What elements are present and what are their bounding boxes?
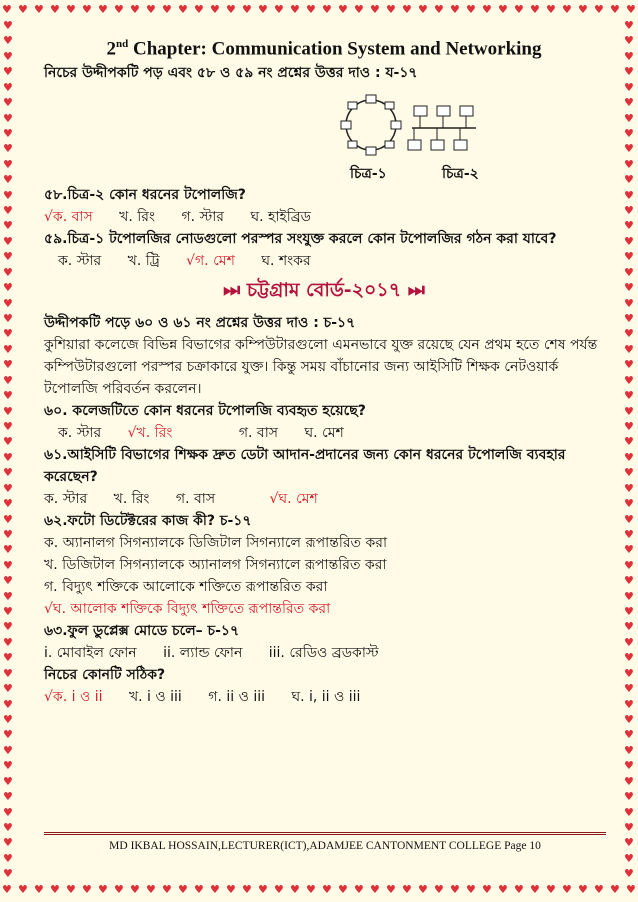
heart-icon: ♥ <box>3 19 13 32</box>
heart-icon: ♥ <box>178 3 188 16</box>
heart-icon: ♥ <box>114 3 124 16</box>
bus-topology-diagram <box>404 102 484 154</box>
heart-icon: ♥ <box>3 651 13 665</box>
heart-icon: ♥ <box>450 883 460 896</box>
heart-icon: ♥ <box>624 265 634 279</box>
heart-icon: ♥ <box>3 373 13 387</box>
heart-icon: ♥ <box>162 3 172 16</box>
heart-icon: ♥ <box>624 851 634 865</box>
q63-item-i: i. মোবাইল ফোন <box>44 645 137 662</box>
heart-icon: ♥ <box>3 851 13 865</box>
heart-icon: ♥ <box>418 883 428 896</box>
heart-icon: ♥ <box>146 883 156 896</box>
heart-icon: ♥ <box>624 327 634 341</box>
heart-icon: ♥ <box>3 404 13 418</box>
heart-icon: ♥ <box>290 883 300 896</box>
q60-options <box>44 422 604 444</box>
q60-option-b: √খ. রিং <box>127 425 173 442</box>
heart-icon: ♥ <box>624 157 634 171</box>
heart-icon: ♥ <box>624 666 634 680</box>
ring-topology-diagram <box>336 90 406 160</box>
heart-icon: ♥ <box>3 543 13 557</box>
heart-icon: ♥ <box>624 419 634 433</box>
heart-icon: ♥ <box>3 728 13 742</box>
q63-option-c: গ. ii ও iii <box>208 689 265 706</box>
heart-icon: ♥ <box>546 883 556 896</box>
heart-icon: ♥ <box>3 327 13 341</box>
heart-icon: ♥ <box>578 3 588 16</box>
heart-icon: ♥ <box>624 682 634 696</box>
heart-icon: ♥ <box>306 883 316 896</box>
heart-icon: ♥ <box>3 790 13 804</box>
heart-icon: ♥ <box>3 173 13 187</box>
heart-icon: ♥ <box>624 342 634 356</box>
heart-icon: ♥ <box>146 3 156 16</box>
heart-border-bottom <box>2 884 636 895</box>
heart-icon: ♥ <box>624 358 634 372</box>
heart-icon: ♥ <box>624 296 634 310</box>
heart-icon: ♥ <box>3 805 13 819</box>
heart-icon: ♥ <box>624 312 634 326</box>
heart-icon: ♥ <box>3 296 13 310</box>
heart-icon: ♥ <box>434 883 444 896</box>
heart-icon: ♥ <box>402 3 412 16</box>
q58-options <box>44 206 604 228</box>
heart-icon: ♥ <box>624 250 634 264</box>
heart-icon: ♥ <box>3 342 13 356</box>
heart-icon: ♥ <box>624 65 634 79</box>
heart-icon: ♥ <box>3 204 13 218</box>
heart-icon: ♥ <box>210 3 220 16</box>
heart-icon: ♥ <box>3 80 13 94</box>
heart-icon: ♥ <box>3 666 13 680</box>
heart-icon: ♥ <box>50 883 60 896</box>
heart-icon: ♥ <box>3 65 13 79</box>
heart-icon: ♥ <box>18 883 28 896</box>
heart-icon: ♥ <box>130 3 140 16</box>
heart-icon: ♥ <box>34 3 44 16</box>
q63-items <box>44 642 604 664</box>
heart-icon: ♥ <box>3 558 13 572</box>
heart-icon: ♥ <box>624 743 634 757</box>
heart-icon: ♥ <box>624 389 634 403</box>
heart-icon: ♥ <box>624 19 634 32</box>
heart-icon: ♥ <box>498 883 508 896</box>
heart-icon: ♥ <box>3 635 13 649</box>
heart-icon: ♥ <box>624 219 634 233</box>
heart-icon: ♥ <box>194 883 204 896</box>
q61-option-b: খ. রিং <box>113 491 150 508</box>
heart-icon: ♥ <box>434 3 444 16</box>
heart-border-right <box>624 20 634 880</box>
heart-icon: ♥ <box>34 883 44 896</box>
heart-icon: ♥ <box>2 883 12 896</box>
heart-icon: ♥ <box>562 3 572 16</box>
heart-icon: ♥ <box>3 712 13 726</box>
heart-icon: ♥ <box>274 3 284 16</box>
heart-border-left <box>3 20 13 880</box>
heart-icon: ♥ <box>624 574 634 588</box>
heart-icon: ♥ <box>3 419 13 433</box>
heart-icon: ♥ <box>18 3 28 16</box>
heart-icon: ♥ <box>3 743 13 757</box>
heart-icon: ♥ <box>354 883 364 896</box>
heart-icon: ♥ <box>3 126 13 140</box>
heart-icon: ♥ <box>3 358 13 372</box>
heart-icon: ♥ <box>624 497 634 511</box>
heart-icon: ♥ <box>626 883 636 896</box>
heart-icon: ♥ <box>3 774 13 788</box>
heart-icon: ♥ <box>3 49 13 63</box>
passage-intro: উদ্দীপকটি পড়ে ৬০ ও ৬১ নং প্রশ্নের উত্তর দাও : চ-১৭ <box>44 315 356 332</box>
heart-icon: ♥ <box>3 219 13 233</box>
q62-option-b: খ. ডিজিটাল সিগন্যালকে অ্যানালগ সিগন্যালে রূপান্তরিত করা <box>44 557 387 574</box>
page-title <box>44 38 604 60</box>
heart-icon: ♥ <box>3 265 13 279</box>
heart-icon: ♥ <box>130 883 140 896</box>
heart-icon: ♥ <box>274 883 284 896</box>
heart-icon: ♥ <box>624 234 634 248</box>
q62-option-a: ক. অ্যানালগ সিগন্যালকে ডিজিটাল সিগন্যালে রূপান্তরিত করা <box>44 535 388 552</box>
heart-icon: ♥ <box>3 836 13 850</box>
heart-icon: ♥ <box>258 883 268 896</box>
heart-icon: ♥ <box>98 883 108 896</box>
q59-option-a: ক. স্টার <box>58 253 102 270</box>
q58-question: ৫৮.চিত্র-২ কোন ধরনের টপোলজি? <box>44 187 246 204</box>
q60-option-c: গ. বাস <box>238 425 279 442</box>
q58-option-d: ঘ. হাইব্রিড <box>250 209 311 226</box>
heart-icon: ♥ <box>82 3 92 16</box>
q62-option-c: গ. বিদ্যুৎ শক্তিকে আলোকে শক্তিতে রূপান্তরিত করা <box>44 579 328 596</box>
heart-icon: ♥ <box>594 3 604 16</box>
heart-icon: ♥ <box>3 605 13 619</box>
q61-option-d: √ঘ. মেশ <box>269 491 318 508</box>
heart-icon: ♥ <box>82 883 92 896</box>
heart-icon: ♥ <box>322 883 332 896</box>
q63-option-d: ঘ. i, ii ও iii <box>291 689 361 706</box>
q59-options <box>44 250 604 272</box>
heart-icon: ♥ <box>226 3 236 16</box>
heart-icon: ♥ <box>3 142 13 156</box>
heart-icon: ♥ <box>3 435 13 449</box>
heart-icon: ♥ <box>624 605 634 619</box>
q63-option-a: √ক. i ও ii <box>44 689 103 706</box>
heart-icon: ♥ <box>624 204 634 218</box>
heart-icon: ♥ <box>624 435 634 449</box>
q60-question: ৬০. কলেজটিতে কোন ধরনের টপোলজি ব্যবহৃত হয়েছে? <box>44 403 366 420</box>
heart-icon: ♥ <box>624 142 634 156</box>
heart-icon: ♥ <box>624 697 634 711</box>
heart-icon: ♥ <box>98 3 108 16</box>
heart-icon: ♥ <box>624 728 634 742</box>
title-number: 2 <box>106 38 116 60</box>
heart-icon: ♥ <box>624 759 634 773</box>
page-footer: MD IKBAL HOSSAIN,LECTURER(ICT),ADAMJEE CANTONMENT COLLEGE Page 10 <box>44 832 606 852</box>
heart-icon: ♥ <box>3 497 13 511</box>
heart-icon: ♥ <box>3 111 13 125</box>
heart-icon: ♥ <box>338 883 348 896</box>
heart-icon: ♥ <box>242 3 252 16</box>
heart-icon: ♥ <box>624 836 634 850</box>
heart-icon: ♥ <box>290 3 300 16</box>
heart-icon: ♥ <box>466 883 476 896</box>
heart-icon: ♥ <box>354 3 364 16</box>
heart-icon: ♥ <box>624 635 634 649</box>
figure-1-label: চিত্র-১ <box>350 166 387 183</box>
q63-item-ii: ii. ল্যান্ড ফোন <box>163 645 243 662</box>
q58-option-c: গ. স্টার <box>181 209 224 226</box>
q61-question: ৬১.আইসিটি বিভাগের শিক্ষক দ্রুত ডেটা আদান-প্রদানের জন্য কোন ধরনের টপোলজি ব্যবহার করেছেন? <box>44 447 566 486</box>
heart-icon: ♥ <box>418 3 428 16</box>
heart-icon: ♥ <box>210 883 220 896</box>
heart-icon: ♥ <box>322 3 332 16</box>
heart-icon: ♥ <box>3 450 13 464</box>
heart-icon: ♥ <box>3 96 13 110</box>
heart-icon: ♥ <box>370 883 380 896</box>
heart-icon: ♥ <box>3 234 13 248</box>
heart-icon: ♥ <box>3 527 13 541</box>
heart-icon: ♥ <box>194 3 204 16</box>
heart-icon: ♥ <box>624 712 634 726</box>
heart-icon: ♥ <box>162 883 172 896</box>
heart-icon: ♥ <box>624 805 634 819</box>
heart-icon: ♥ <box>3 867 13 881</box>
heart-icon: ♥ <box>3 389 13 403</box>
heart-icon: ♥ <box>624 589 634 603</box>
heart-icon: ♥ <box>3 188 13 202</box>
heart-icon: ♥ <box>338 3 348 16</box>
heart-icon: ♥ <box>3 157 13 171</box>
q59-option-c: √গ. মেশ <box>186 253 235 270</box>
heart-icon: ♥ <box>624 774 634 788</box>
heart-icon: ♥ <box>594 883 604 896</box>
heart-icon: ♥ <box>624 111 634 125</box>
heart-icon: ♥ <box>3 34 13 48</box>
heart-icon: ♥ <box>624 126 634 140</box>
heart-icon: ♥ <box>3 512 13 526</box>
title-text: Chapter: Communication System and Networking <box>128 38 542 60</box>
passage-text: কুশিয়ারা কলেজে বিভিন্ন বিভাগের কম্পিউটারগুলো এমনভাবে যুক্ত রয়েছে যেন প্রথম হতে শেষ পর্যন্ত কম্পিউটারগুলো পরস্পর চক্রাকারে যুক্ত। কিন্তু সময় বাঁচানোর জন্য আইসিটি শিক্ষক নেটওয়ার্ক টপোলজি পরিবর্তন করলেন। <box>44 337 598 398</box>
heart-icon: ♥ <box>482 3 492 16</box>
q63-option-b: খ. i ও iii <box>128 689 182 706</box>
q60-option-a: ক. স্টার <box>58 425 102 442</box>
heart-icon: ♥ <box>466 3 476 16</box>
figures <box>44 84 604 184</box>
heart-icon: ♥ <box>258 3 268 16</box>
heart-icon: ♥ <box>624 867 634 881</box>
heart-icon: ♥ <box>530 3 540 16</box>
heart-icon: ♥ <box>624 80 634 94</box>
q62-question: ৬২.ফটো ডিটেক্টরের কাজ কী? চ-১৭ <box>44 513 252 530</box>
q60-option-d: ঘ. মেশ <box>304 425 344 442</box>
heart-icon: ♥ <box>624 466 634 480</box>
heart-icon: ♥ <box>450 3 460 16</box>
heart-icon: ♥ <box>3 682 13 696</box>
heart-icon: ♥ <box>66 883 76 896</box>
heart-icon: ♥ <box>626 3 636 16</box>
heart-icon: ♥ <box>624 49 634 63</box>
q63-options <box>44 686 604 708</box>
heart-icon: ♥ <box>578 883 588 896</box>
heart-icon: ♥ <box>514 3 524 16</box>
heart-icon: ♥ <box>3 574 13 588</box>
heart-icon: ♥ <box>624 188 634 202</box>
heart-icon: ♥ <box>610 3 620 16</box>
q62-option-d: √ঘ. আলোক শক্তিকে বিদ্যুৎ শক্তিতে রূপান্তরিত করা <box>44 601 331 618</box>
q59-question: ৫৯.চিত্র-১ টপোলজির নোডগুলো পরস্পর সংযুক্ত করলে কোন টপোলজির গঠন করা যাবে? <box>44 231 557 248</box>
heart-icon: ♥ <box>624 96 634 110</box>
q63-question: ৬৩.ফুল ডুপ্লেক্স মোডে চলে– চ-১৭ <box>44 623 240 640</box>
heart-icon: ♥ <box>66 3 76 16</box>
heart-icon: ♥ <box>386 3 396 16</box>
heart-icon: ♥ <box>624 173 634 187</box>
heart-icon: ♥ <box>624 790 634 804</box>
heart-icon: ♥ <box>306 3 316 16</box>
stimulus-intro: নিচের উদ্দীপকটি পড় এবং ৫৮ ও ৫৯ নং প্রশ্নের উত্তর দাও : য-১৭ <box>44 65 418 82</box>
heart-icon: ♥ <box>562 883 572 896</box>
heart-icon: ♥ <box>624 558 634 572</box>
heart-icon: ♥ <box>3 589 13 603</box>
heart-icon: ♥ <box>3 481 13 495</box>
heart-icon: ♥ <box>624 404 634 418</box>
heart-icon: ♥ <box>514 883 524 896</box>
q63-sub-question: নিচের কোনটি সঠিক? <box>44 667 166 684</box>
q61-option-a: ক. স্টার <box>44 491 88 508</box>
heart-icon: ♥ <box>3 759 13 773</box>
page-content <box>44 38 604 843</box>
heart-icon: ♥ <box>624 481 634 495</box>
heart-icon: ♥ <box>624 820 634 834</box>
heart-icon: ♥ <box>3 620 13 634</box>
heart-icon: ♥ <box>624 34 634 48</box>
figure-2-label: চিত্র-২ <box>442 166 479 183</box>
board-heading: ⏭ চট্টগ্রাম বোর্ড-২০১৭ ⏭ <box>223 279 425 302</box>
heart-icon: ♥ <box>624 651 634 665</box>
heart-icon: ♥ <box>402 883 412 896</box>
heart-icon: ♥ <box>3 820 13 834</box>
heart-icon: ♥ <box>624 373 634 387</box>
heart-icon: ♥ <box>2 3 12 16</box>
heart-icon: ♥ <box>546 3 556 16</box>
heart-icon: ♥ <box>624 450 634 464</box>
heart-icon: ♥ <box>3 281 13 295</box>
q61-option-c: গ. বাস <box>175 491 216 508</box>
q58-option-b: খ. রিং <box>119 209 155 226</box>
heart-icon: ♥ <box>624 620 634 634</box>
heart-icon: ♥ <box>624 527 634 541</box>
q63-item-iii: iii. রেডিও ব্রডকাস্ট <box>268 645 379 662</box>
q61-options <box>44 488 604 510</box>
heart-icon: ♥ <box>386 883 396 896</box>
heart-icon: ♥ <box>498 3 508 16</box>
heart-icon: ♥ <box>114 883 124 896</box>
q59-option-d: ঘ. শংকর <box>261 253 311 270</box>
heart-icon: ♥ <box>242 883 252 896</box>
heart-icon: ♥ <box>624 281 634 295</box>
heart-icon: ♥ <box>178 883 188 896</box>
heart-icon: ♥ <box>624 512 634 526</box>
heart-icon: ♥ <box>482 883 492 896</box>
heart-border-top <box>2 4 636 15</box>
heart-icon: ♥ <box>624 543 634 557</box>
heart-icon: ♥ <box>370 3 380 16</box>
q59-option-b: খ. ট্রি <box>127 253 160 270</box>
heart-icon: ♥ <box>3 312 13 326</box>
heart-icon: ♥ <box>3 697 13 711</box>
heart-icon: ♥ <box>50 3 60 16</box>
heart-icon: ♥ <box>3 466 13 480</box>
heart-icon: ♥ <box>610 883 620 896</box>
heart-icon: ♥ <box>226 883 236 896</box>
title-superscript: nd <box>116 38 129 50</box>
heart-icon: ♥ <box>3 250 13 264</box>
heart-icon: ♥ <box>530 883 540 896</box>
q58-option-a: √ক. বাস <box>44 209 93 226</box>
